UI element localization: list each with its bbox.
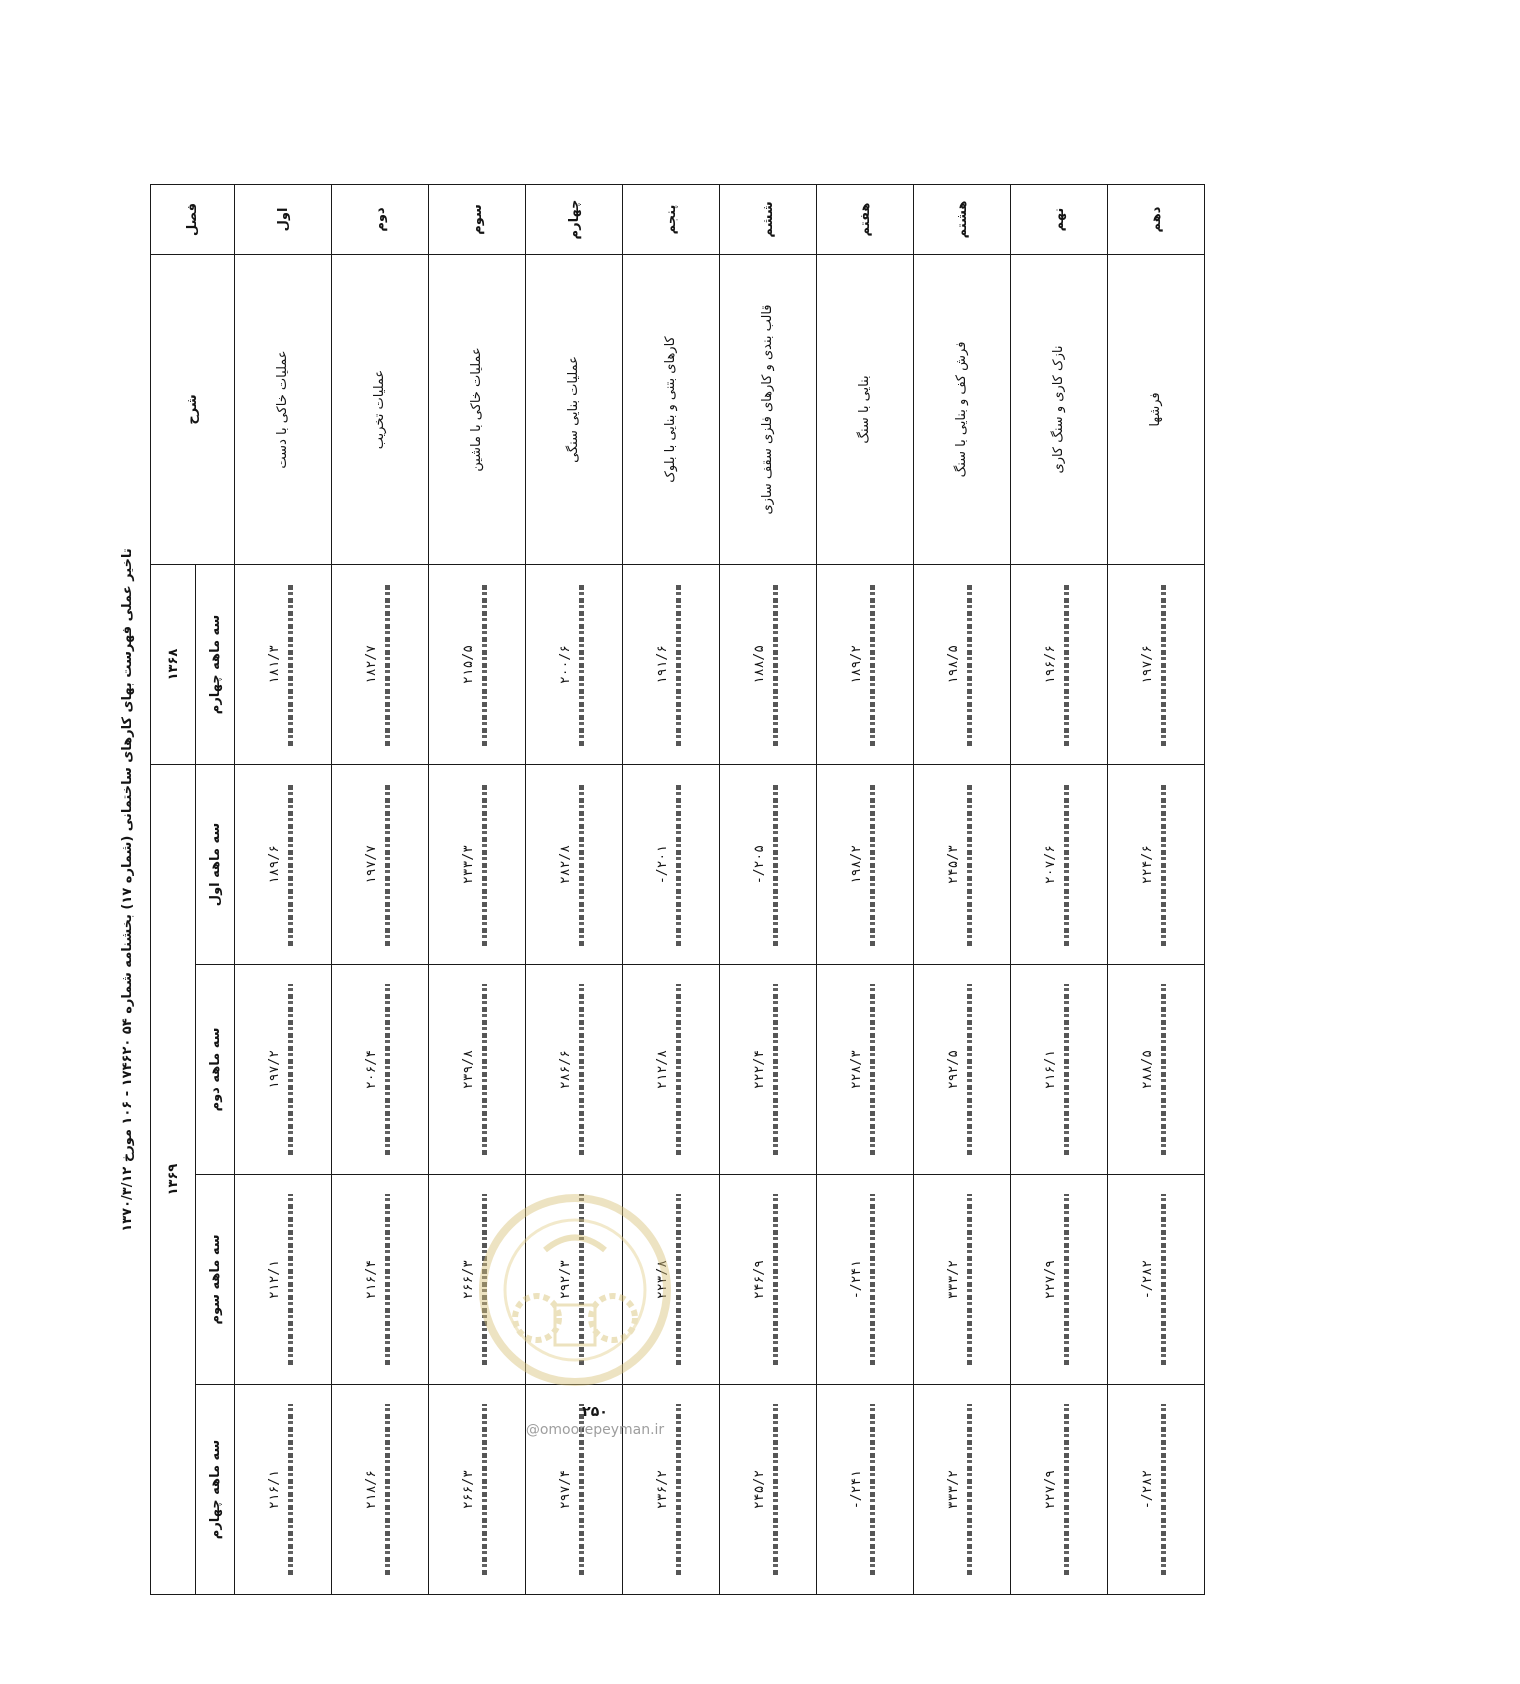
topic-cell: کارهای بتنی و بنایی با بلوک [623, 255, 720, 565]
chapter-cell: دهم [1108, 185, 1205, 255]
value-cell: ۲۱۶/۱ [1011, 965, 1108, 1175]
topic-cell: عملیات بنایی سنگی [526, 255, 623, 565]
chapter-cell: هشتم [914, 185, 1011, 255]
topic-cell: عملیات خاکی با دست [235, 255, 332, 565]
value-cell: ۲۶۶/۳ [429, 1385, 526, 1595]
value-cell: ۲۱۵/۵ [429, 565, 526, 765]
value-cell: ۲۲۷/۹ [1011, 1175, 1108, 1385]
value-cell: ۱۸۱/۳ [235, 565, 332, 765]
table-row [720, 185, 817, 1595]
table-row [235, 185, 332, 1595]
header-topic: شرح [151, 255, 235, 565]
value-cell: ۱۹۷/۶ [1108, 565, 1205, 765]
value-cell: ۲۱۲/۱ [235, 1175, 332, 1385]
topic-cell: بنایی با سنگ [817, 255, 914, 565]
chapter-cell: هفتم [817, 185, 914, 255]
value-cell: ۱۹۸/۲ [817, 765, 914, 965]
value-cell: ۲۱۲/۸ [623, 965, 720, 1175]
table-row [1011, 185, 1108, 1595]
value-cell: ۲۹۷/۴ [526, 1385, 623, 1595]
value-cell: ۲۶۶/۳ [429, 1175, 526, 1385]
value-cell: ۱۸۹/۲ [817, 565, 914, 765]
value-cell: ۲۱۸/۶ [332, 1385, 429, 1595]
value-cell: ۲۳۳/۳ [429, 765, 526, 965]
watermark-url: @omoorepeyman.ir [525, 1422, 665, 1438]
topic-cell: نازک کاری و سنگ کاری [1011, 255, 1108, 565]
value-cell: ۲۸۲/- [1108, 1385, 1205, 1595]
value-cell: ۲۰۶/۴ [332, 965, 429, 1175]
topic-cell: فرشها [1108, 255, 1205, 565]
topic-cell: عملیات خاکی با ماشین [429, 255, 526, 565]
chapter-cell: اول [235, 185, 332, 255]
header-q4-1368: سه ماهه چهارم [196, 565, 235, 765]
header-year-1368: ۱۳۶۸ [151, 565, 196, 765]
value-cell: ۱۸۹/۶ [235, 765, 332, 965]
chapter-cell: ششم [720, 185, 817, 255]
value-cell: ۲۱۶/۱ [235, 1385, 332, 1595]
value-cell: ۱۸۲/۷ [332, 565, 429, 765]
table-row [1108, 185, 1205, 1595]
value-cell: ۲۴۵/۲ [720, 1385, 817, 1595]
value-cell: ۲۴۱/- [817, 1175, 914, 1385]
chapter-cell: چهارم [526, 185, 623, 255]
watermark-seal-icon [475, 1190, 675, 1390]
value-cell: ۲۴۱/- [817, 1385, 914, 1595]
header-q1: سه ماهه اول [196, 765, 235, 965]
chapter-cell: سوم [429, 185, 526, 255]
value-cell: ۲۳۶/۲ [623, 1385, 720, 1595]
header-year-1369: ۱۳۶۹ [151, 765, 196, 1595]
topic-cell: فرش کف و بنایی با سنگ [914, 255, 1011, 565]
value-cell: ۲۱۶/۴ [332, 1175, 429, 1385]
topic-cell: عملیات تخریب [332, 255, 429, 565]
header-q4-1369: سه ماهه چهارم [196, 1385, 235, 1595]
value-cell: ۲۴۶/۹ [720, 1175, 817, 1385]
value-cell: ۱۹۱/۶ [623, 565, 720, 765]
value-cell: ۲۰۷/۶ [1011, 765, 1108, 965]
value-cell: ۲۸۸/۵ [1108, 965, 1205, 1175]
value-cell: ۱۹۷/۲ [235, 965, 332, 1175]
chapter-cell: نهم [1011, 185, 1108, 255]
value-cell: ۲۰۱/- [623, 765, 720, 965]
value-cell: ۲۴۵/۳ [914, 765, 1011, 965]
value-cell: ۳۳۳/۲ [914, 1175, 1011, 1385]
table-row [914, 185, 1011, 1595]
chapter-cell: پنجم [623, 185, 720, 255]
value-cell: ۱۹۸/۵ [914, 565, 1011, 765]
page-number: ۲۵۰ [582, 1404, 608, 1420]
value-cell: ۳۳۳/۲ [914, 1385, 1011, 1595]
value-cell: ۱۸۸/۵ [720, 565, 817, 765]
header-q2: سه ماهه دوم [196, 965, 235, 1175]
value-cell: ۲۹۲/۵ [914, 965, 1011, 1175]
price-index-table [150, 184, 1205, 1595]
document-title: تاخیر عملی فهرست بهای کارهای ساختمانی (شماره ۱۷) بخشنامه شماره ۵۴ ۱۷۴۶۲۰ - ۱۰۶ مورخ ۱۳۷۰/۳/۱۲ [120, 548, 135, 1232]
value-cell: ۱۹۶/۶ [1011, 565, 1108, 765]
chapter-cell: دوم [332, 185, 429, 255]
value-cell: ۲۲۸/۳ [817, 965, 914, 1175]
value-cell: ۲۲۳/۸ [623, 1175, 720, 1385]
value-cell: ۲۳۹/۸ [429, 965, 526, 1175]
value-cell: ۱۹۷/۷ [332, 765, 429, 965]
table-row [817, 185, 914, 1595]
table-header-row [151, 185, 196, 1595]
value-cell: ۲۸۲/- [1108, 1175, 1205, 1385]
value-cell: ۲۰۰/۶ [526, 565, 623, 765]
header-q3: سه ماهه سوم [196, 1175, 235, 1385]
table-row [332, 185, 429, 1595]
value-cell: ۲۸۲/۸ [526, 765, 623, 965]
value-cell: ۲۰۵/- [720, 765, 817, 965]
value-cell: ۲۲۷/۹ [1011, 1385, 1108, 1595]
value-cell: ۲۲۴/۶ [1108, 765, 1205, 965]
topic-cell: قالب بندی و کارهای فلزی سقف سازی [720, 255, 817, 565]
header-chapter: فصل [151, 185, 235, 255]
value-cell: ۲۲۲/۴ [720, 965, 817, 1175]
value-cell: ۲۸۶/۶ [526, 965, 623, 1175]
value-cell: ۲۹۲/۳ [526, 1175, 623, 1385]
